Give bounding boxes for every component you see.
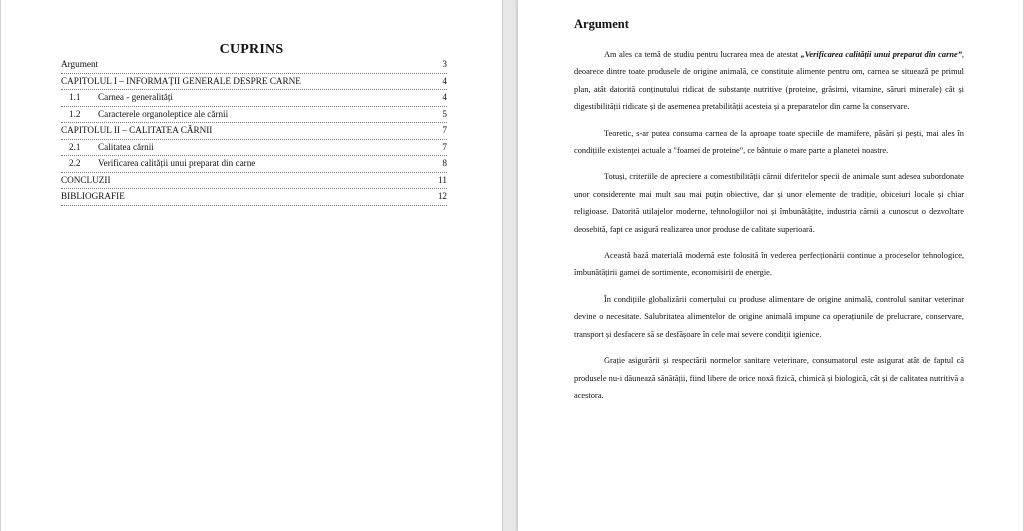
toc-entry-text: BIBLIOGRAFIE <box>61 191 125 201</box>
paragraph: Teoretic, s-ar putea consuma carnea de la aproape toate speciile de mamifere, păsări și pești, mai ales în condițiile existenței actuale a "foamei de proteine", ce bântuie o mare parte a planetei noastre. <box>574 128 964 156</box>
paragraph: Grație asigurării și respectării normelor sanitare veterinare, consumatorul este asigurat atât de faptul că produsele nu-i dăunează sănătății, fiind libere de orice noxă fizică, chimică și biologică, cât și de calitatea nutritivă a acestora. <box>574 356 964 400</box>
toc-entry-number: 2.2 <box>69 158 81 168</box>
toc-title: CUPRINS <box>219 42 284 57</box>
toc-entry-text: Carnea - generalități <box>98 90 175 106</box>
paragraph: Totuși, criteriile de apreciere a comestibilității cărnii diferitelor specii de animale sunt adesea subordonate unor considerente mai mult sau mai puțin obiective, dar și unor elemente de tradiție, obiceiuri locale și chiar religioase. Datorită utilajelor moderne, tehnologiilor noi și îmbunătățite, industria cărnii a cunoscut o dezvoltare deosebită, fapt ce asigură realizarea unor produse de calitate superioară. <box>574 172 964 234</box>
page-gutter <box>503 0 517 531</box>
toc-entry-page: 7 <box>440 140 447 156</box>
toc-entry-number: 2.1 <box>69 141 81 152</box>
argument-heading: Argument <box>574 17 629 31</box>
toc-entry-text: Calitatea cărnii <box>98 140 156 156</box>
toc-entry-text: CAPITOLUL II – CALITATEA CĂRNII <box>61 125 213 135</box>
paragraph <box>574 46 964 116</box>
toc-entry[interactable] <box>61 189 447 206</box>
toc-entry-page: 4 <box>440 90 447 106</box>
thesis-title-emphasis: „Verificarea calității unui preparat din carne” <box>800 50 962 59</box>
toc-entry-text: CAPITOLUL I – INFORMAȚII GENERALE DESPRE CARNE <box>61 75 301 86</box>
toc-entry-text: Verificarea calității unui preparat din carne <box>98 156 257 172</box>
toc-entry[interactable] <box>61 74 447 91</box>
paragraph: În condițiile globalizării comerțului cu produse alimentare de origine animală, controlul sanitar veterinar devine o necesitate. Salubritatea alimentelor de origine animală impune ca operațiunile de prelucrare, conservare, transport și desfacere să se desfășoare în cele mai severe condiții igienice. <box>574 294 964 339</box>
toc-entry[interactable] <box>61 90 447 107</box>
toc-entry[interactable] <box>61 156 447 173</box>
toc-entry-text: Argument <box>61 59 99 69</box>
toc-entry-page: 12 <box>436 189 447 205</box>
toc-entry[interactable] <box>61 107 447 124</box>
paragraph-text: , deoarece dintre toate produsele de origine animală, ce constituie alimente pentru om, carnea se situează pe primul plan, atât datorită conținutului ridicat de substanțe nutritive (proteine, grăsimi, vitamine, săruri minerale) cât și digestibilității ridicate și de asemenea pretabilității acesteia și a preparatelor din carne la conservare. <box>574 50 964 112</box>
toc-entry-page: 8 <box>440 156 447 172</box>
toc-entry[interactable] <box>61 57 447 74</box>
paragraph: Această bază materială modernă este folosită în vederea perfecționării continue a proceselor tehnologice, îmbunătățirii gamei de sortimente, economisirii de energie. <box>574 251 964 278</box>
toc-entry[interactable] <box>61 123 447 140</box>
paragraph-text: Am ales ca temă de studiu pentru lucrarea mea de atestat <box>604 50 801 59</box>
toc-entry-page: 11 <box>436 173 447 189</box>
toc-entry-page: 3 <box>440 57 447 73</box>
toc-entry[interactable] <box>61 173 447 190</box>
toc-entry-page: 4 <box>440 74 447 90</box>
table-of-contents <box>61 57 447 206</box>
toc-entry-text: Caracterele organoleptice ale cărnii <box>98 107 230 123</box>
toc-entry-number: 1.2 <box>69 108 81 119</box>
toc-entry-page: 7 <box>440 123 447 139</box>
argument-body <box>574 46 964 413</box>
toc-entry[interactable] <box>61 140 447 157</box>
toc-entry-page: 5 <box>440 107 447 123</box>
toc-entry-number: 1.1 <box>69 92 81 102</box>
toc-entry-text: CONCLUZII <box>61 174 111 185</box>
